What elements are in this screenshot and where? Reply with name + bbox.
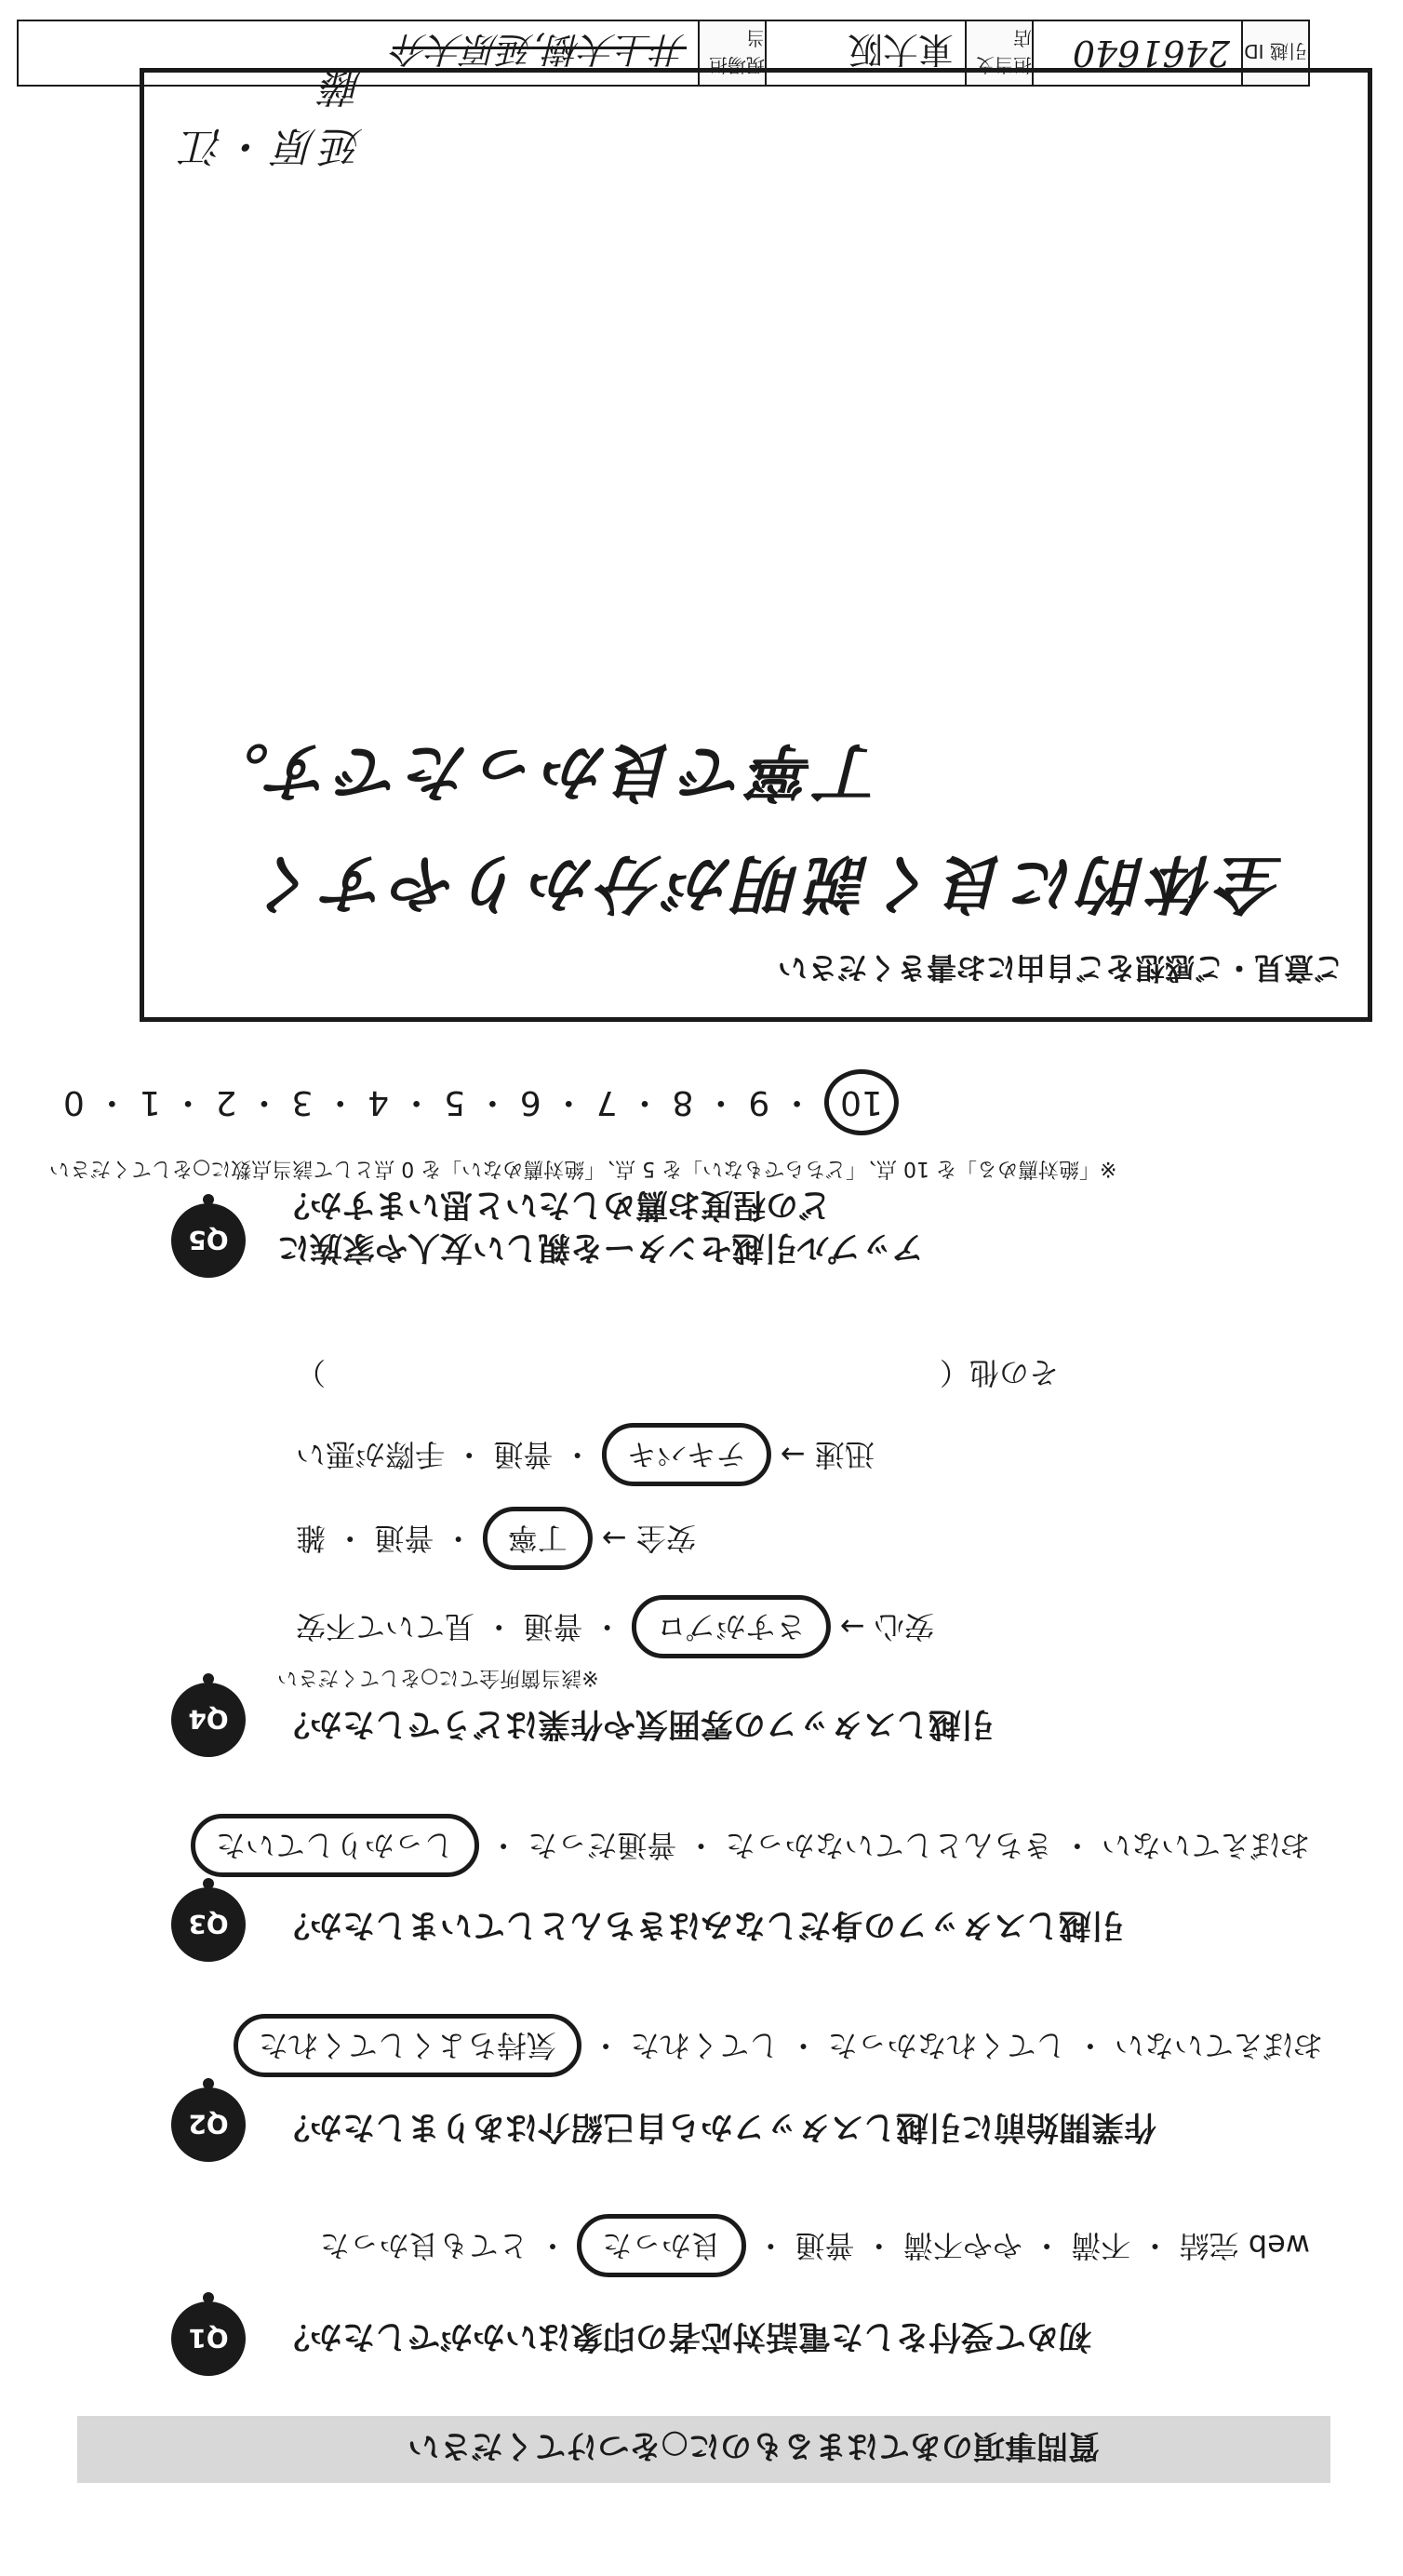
- feedback-handwriting-line2: 丁寧で良かったです。: [200, 734, 884, 809]
- q4-option[interactable]: 普通: [493, 1437, 554, 1472]
- staff-signature: 延原・江藤: [177, 62, 363, 169]
- q5-score[interactable]: 2: [215, 1083, 237, 1121]
- q3-option[interactable]: きちんとしていなかった: [725, 1828, 1053, 1863]
- q4-option[interactable]: 雑: [296, 1521, 327, 1556]
- leader-label: 現場担当: [698, 21, 765, 85]
- q4-option[interactable]: 普通: [374, 1521, 434, 1556]
- q3-badge: Q3: [171, 1887, 246, 1962]
- q3-option[interactable]: 普通だった: [528, 1828, 677, 1863]
- q4-note: ※該当箇所全てに○をしてください: [277, 1666, 599, 1689]
- q4-other[interactable]: [296, 1353, 1059, 1396]
- moving-id-label: 引越 ID: [1241, 21, 1308, 85]
- q4-row-anzen: 安全 → 丁寧 ・ 普通 ・ 雑: [296, 1519, 696, 1562]
- q1-option-selected[interactable]: 良かった: [577, 2214, 746, 2277]
- q4-text: 引越しスタッフの雰囲気や作業はどうでしたか？: [277, 1705, 995, 1742]
- branch-value: 東大阪: [765, 21, 965, 85]
- q5-scale: 10 ・ 9 ・ 8 ・ 7 ・ 6 ・ 5 ・ 4 ・ 3 ・ 2 ・ 1 ・ 0: [63, 1081, 899, 1129]
- q5-score[interactable]: 7: [595, 1083, 618, 1121]
- feedback-label: ご意見・ご感想をご自由にお書きください: [777, 950, 1343, 986]
- q2-option[interactable]: してくれなかった: [827, 2028, 1066, 2063]
- q3-options: おぼえていない ・ きちんとしていなかった ・ 普通だった ・ しっかりしていた: [191, 1826, 1310, 1869]
- q4-option[interactable]: 手際が悪い: [296, 1437, 446, 1472]
- q2-option-selected[interactable]: 気持ちよくしてくれた: [234, 2014, 581, 2077]
- q4-row-label: 安全: [635, 1521, 696, 1556]
- leader-value: 井上大樹,延原大介: [392, 29, 687, 71]
- q1-option[interactable]: やや不満: [902, 2228, 1022, 2263]
- q1-option[interactable]: とても良かった: [319, 2228, 528, 2263]
- q1-text: 初めて受付をした電話対応者の印象はいかがでしたか？: [277, 2317, 1092, 2355]
- q2-text: 作業開始前に引越しスタッフから自己紹介はありましたか？: [277, 2108, 1157, 2145]
- q5-score[interactable]: 1: [139, 1083, 161, 1121]
- q5-text-line1: アップル引越センターを親しい友人や家族に: [277, 1228, 924, 1266]
- q5-score-selected[interactable]: 10: [824, 1069, 899, 1135]
- q4-row-anshin: 安心 → さすがプロ ・ 普通 ・ 見ていて不安: [296, 1607, 934, 1650]
- q1-option[interactable]: 普通: [795, 2228, 855, 2263]
- q1-option[interactable]: web 完結: [1179, 2228, 1310, 2263]
- q3-option[interactable]: おぼえていない: [1101, 1828, 1310, 1863]
- q5-score[interactable]: 3: [291, 1083, 314, 1121]
- q5-note: ※「絶対薦める」を 10 点、「どちらでもない」を 5 点、「絶対薦めない」を 0 点として該当点数に○をしてください: [49, 1157, 1117, 1180]
- instructions-banner: 質問事項のあてはまるものに○をつけてください: [77, 2416, 1330, 2483]
- q4-option[interactable]: 普通: [523, 1609, 583, 1644]
- q5-text-line2: どの程度お薦めしたいと思いますか？: [277, 1186, 832, 1223]
- q2-options: おぼえていない ・ してくれなかった ・ してくれた ・ 気持ちよくしてくれた: [234, 2026, 1323, 2069]
- q4-row-label: 安心: [874, 1609, 934, 1644]
- q5-score[interactable]: 4: [367, 1083, 390, 1121]
- q1-badge: Q1: [171, 2301, 246, 2376]
- q5-score[interactable]: 5: [444, 1083, 465, 1121]
- q4-option-selected[interactable]: テキパキ: [602, 1423, 771, 1486]
- q5-score[interactable]: 8: [672, 1083, 694, 1121]
- q4-option[interactable]: 見ていて不安: [296, 1609, 475, 1644]
- q4-other-close: ）: [296, 1355, 327, 1390]
- q4-option-selected[interactable]: さすがプロ: [632, 1595, 831, 1658]
- q4-option-selected[interactable]: 丁寧: [483, 1507, 593, 1570]
- feedback-box[interactable]: [140, 62, 1372, 1022]
- q5-score[interactable]: 6: [519, 1083, 541, 1121]
- q4-row-jinsoku: 迅速 → テキパキ ・ 普通 ・ 手際が悪い: [296, 1435, 875, 1478]
- q4-other-label: その他（: [940, 1355, 1060, 1390]
- q3-text: 引越しスタッフの身だしなみはきちんとしていましたか？: [277, 1906, 1125, 1943]
- q1-option[interactable]: 不満: [1071, 2228, 1131, 2263]
- q5-badge: Q5: [171, 1203, 246, 1278]
- q1-options: web 完結 ・ 不満 ・ やや不満 ・ 普通 ・ 良かった ・ とても良かった: [320, 2226, 1310, 2269]
- q5-score[interactable]: 9: [748, 1083, 770, 1121]
- q4-badge: Q4: [171, 1683, 246, 1757]
- feedback-handwriting-line1: 全体的に良く説明が分かりやすく: [250, 846, 1284, 920]
- q2-badge: Q2: [171, 2087, 246, 2162]
- moving-id-value: 2461640: [1032, 21, 1241, 85]
- q4-row-label: 迅速: [814, 1437, 875, 1472]
- branch-label: 担当支店: [965, 21, 1032, 85]
- q5-score[interactable]: 0: [63, 1083, 85, 1121]
- q3-option-selected[interactable]: しっかりしていた: [191, 1814, 479, 1877]
- q2-option[interactable]: おぼえていない: [1114, 2028, 1323, 2063]
- q2-option[interactable]: してくれた: [630, 2028, 780, 2063]
